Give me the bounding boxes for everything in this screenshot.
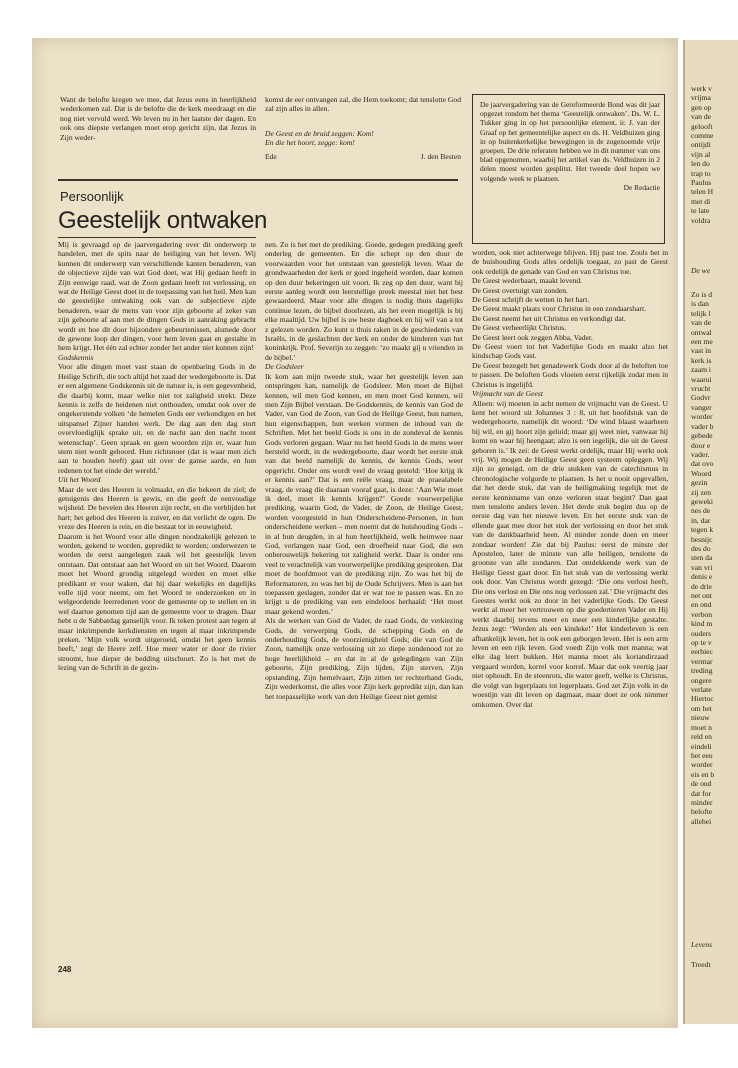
notice-text: De jaarvergadering van de Gereformeerde Bond was dit jaar opgezet rondom het thema ‘Geestelijk ontwaken’. Ds. W. L. Tukker ging in op het persoonlijke element, ir. J. van der Graaf op het gemeentelijke aspect en ds. H. Veldhuizen ging in op buitenkerkelijke bewegingen in de zogenoemde vrije groepen. De drie referaten hebben we in dit nummer van ons blad opgenomen, waarbij het artikel van ds. Veldhuizen in 2 delen moest worden gesplitst. Het tweede deel hopen we volgende week te plaatsen. (480, 100, 660, 183)
article-title: Geestelijk ontwaken (58, 207, 268, 234)
paragraph-godsleer: Ik kom aan mijn tweede stuk, waar het geestelijk leven aan ontspringen kan, namelijk de Godsleer. Men moet de Bijbel kennen, wil men God kennen, en men moet God kennen, wil men Zijn Bijbel verstaan. De Godskennis, de kennis van God de Vader, van God de Zoon, van God de Heilige Geest, hun namen, hun eigenschappen, hun werken vormen de inhoud van de Schriften. Met het beeld Gods is ons in de zondeval de kennis Gods verloren gegaan. Waar nu het beeld Gods in de mens weer hersteld wordt, in de wedergeboorte, daar wordt het eerste stuk van dat beeld namelijk de kennis, de kennis Gods, weer opgericht. Onder ons wordt veel de vraag gesteld: ‘Hoe krijg ik er kennis aan?’ Dat is een reële vraag, maar de praealabele vraag, de vraag die daaraan vooraf gaat, is deze: ‘Aan Wie moet ik deel, moet ik kennis krijgen?’ Goede voorwerpelijke prediking, waarin God, de Vader, de Zoon, de Heilige Geest, worden voorgesteld in hun Onderscheidene-Personen, in hun onderscheidene werken – men noemt dat de huishouding Gods – in al hun deugden, in al hun heerlijkheid, welk heimwee naar God, verlangen naar God, een droefheid naar God, die een onberouwelijk bekering tot zaligheid werkt. Daar is onder ons veel te verachtelijk van voorwerpelijke prediking gesproken. Dat moet de hoofdmoot van de prediking zijn. Zo was het bij de Reformatoren, zo was het bij de Oude Schrijvers. Men is aan het toepassen geslagen, zonder dat er wat toe te passen was. En zo krijgt u de prediking van een eindeloos herhaald: ‘Het moet maar gekend worden.’ Als de werken van God de Vader, de raad Gods, de verkiezing Gods, de verwerping Gods, de schepping Gods en de onderhouding Gods, de voorzienigheid Gods; die van God de Zoon, namelijk onze verlossing uit zo diepe zondenood tot zo hoge heerlijkheid – en dat in al de gelegdingen van Zijn geboorte, Zijn prediking, Zijn lijden, Zijn sterven, Zijn opstanding, Zijn hemelvaart, Zijn zitten ter rechterhand Gods, Zijn wederkomst, die alles voor Zijn kerk gepredikt zijn, dan kan het toepasselijke werk van den Heilige Geest niet gemist (265, 371, 463, 701)
heading-godsleer: De Godsleer (265, 362, 304, 372)
next-page-fragment-2: Zo is d is dan telijk l van de ontwal een me vast in kerk is zaam i waarui vrucht Godvr vanger worder vader b gebede door e vader. dat ovo Woord gezin zij zen geweki nes de in, dar tegen k besnijc des do sten da van vri denis e de drie net ont en ond verbon kind m ouders op te v eerbiec vermar treding ongere verlate Hiertoc om het nieuw moet n reld en eindeli het eeu worder eis en b de oud dat for minder belofte allebei (691, 290, 715, 826)
paragraph-godskennis: Voor alle dingen moet vast staan de openbaring Gods in de Heilige Schrift, die toch altijd het zaad der wedergeboorte is. Dat er een algemene Godskennis uit de natuur is, is een gegevenheid, die daarbij komt, maar welke niet tot zaligheid strekt. Deze kennis is zelfs de heidenen niet onthouden, omdat ook over de ongekerstende volken ‘de hemelen Gods eer verkondigen en het uitspansel Zijner handen werk. De dag aan den dag stort overvloediglijk sprake uit, en de nacht aan den nacht toont wetenschap’. Geen spraak en geen woorden zijn er, waar hun stem niet wordt gehoord. Hun richtsnoer (dat is waar men zich aan te houden heeft) gaat uit over de ganse aarde, en hun redenen tot het einde der wereld.’ (58, 362, 256, 475)
signature-author: J. den Besten (420, 152, 461, 161)
article-column-3 (472, 248, 668, 958)
heading-godskennis: Godskennis (58, 352, 94, 362)
next-page-fragment-1: werk v vrijma gen op van de gelooft comme ontijdi vijn al len do trap to Paulus telen H met di te late voldra (691, 84, 714, 225)
next-page-heading-1: De we (691, 266, 711, 275)
author-signature (265, 152, 461, 161)
section-rule (58, 179, 458, 181)
paragraph-geest: worden, ook niet achterwege blijven. Hij past toe. Zouls het in de huishouding Gods alles ordelijk toegaat, zo past de Geest ook ordelijk de genade van God en van Christus toe. De Geest wederbaart, maakt levend. De Geest overtuigt van zonden. De Geest schrijft de wetten in het hart. De Geest maakt plaats voor Christus in een zondaarshart. De Geest neemt het uit Christus en verkondigt dat. De Geest verheerlijkt Christus. De Geest leert ook zeggen Abba, Vader. De Geest voert tot het Vaderlijke Gods en maakt alzo het kindschap Gods vast. De Geest bezegelt het genadewerk Gods door al de beloften toe te passen. De beloften Gods vloeien eerst rijkelijk zodat men in Christus is ingelijfd. (472, 248, 668, 389)
next-page-edge (683, 40, 738, 1024)
editorial-notice (480, 100, 660, 192)
paragraph-woord: Maar de wet des Heeren is volmaakt, en die bekeert de ziel; de getuigenis des Heeren is gewis, en die geeft de eenvoudige wijsheid. De bevelen des Heeren zijn recht, en die verblijden het hart; het gebod des Heeren is zuiver, en dat verlicht de ogen. De vreze des Heeren is rein, en die bestaat tot in eeuwigheid. Daarom is het Woord voor alle dingen noodzakelijk gelezen te worden, gekend te worden, gepredikt te worden; onderwezen te worden de eerst aangelegen zaak wil het geestelijk leven ontstaan. Dat ontstaat aan het Woord en uit het Woord. Daarom moet het Woord grondig uitgelegd worden en moet elke predikant er voor waken, dat hij daar wekelijks en dagelijks volle tijd voor neemt, om het Woord te onderzoeken en in welgeordende leerredenen voor de gemeente op te stellen en in wel daartoe genomen tijd aan de gemeente voor te dragen. Daar hebt u de Sabbatdag ganselijk voor. Ik teken protest aan tegen al maar inkrimpende kerkdiensten en tegen al maar inkrimpende preken. ‘Mijn volk wordt uitgeroeid, omdat het geen kennis heeft,’ zegt de Heere zelf. Hoe meer water er door de rivier stroomt, hoe dieper de bedding uitschuurt. Zo is het met de lezing van de Schrift in de gezin- (58, 484, 256, 673)
notice-signature: De Redactie (623, 182, 660, 192)
heading-uit-het-woord: Uit het Woord (58, 475, 101, 485)
next-page-heading-2: Levens (691, 940, 713, 949)
title-rule (58, 237, 256, 238)
next-page-fragment-3: Treedt (691, 960, 711, 969)
closing-quote: De Geest en de bruid zeggen: Kom! En die het hoort, zegge: kom! (265, 129, 374, 148)
paragraph-prediking: nen. Zo is het met de prediking. Goede, gedegen prediking geeft onderleg de gemeenten. En die schept op den duur de voorwaarden voor het ontstaan van geestelijk leven. Waar de grondwaarheden der kerk er goed ingeheid worden, daar komen op den duur bekeringen uit voort. Ik zeg op den duur, want bij eerste aanleg wordt een leerstellige preek meestal niet het best gewaardeerd. Maar voor alle dingen is nodig thuis dagelijks continue lezen, de bijbel doorlezen, als het even mogelijk is bij elke maaltijd. Uw bijbel is uw beste dagboek en hij wil van a tot z gelezen worden. Zo kunt u thuis raken in de geschiedenis van Israëls, in de geslachten der kerk en onder de kinderen van het koninkrijk. Prof. Severijn zo zeggen: ‘zo maakt gij u vrienden in de bijbel.’ (265, 240, 463, 362)
page-number: 248 (58, 965, 72, 974)
article-kicker: Persoonlijk (60, 189, 124, 204)
paragraph-intro: Mij is gevraagd op de jaarvergadering over dit onderwerp te handelen, met de spits naar de heiliging van het leven. Wij kunnen dit onderwerp van verschillende kanten benaderen, van de objectieve zijde van wat God doet, wat Hij gedaan heeft in Zijn eeuwige raad, wat de Zoon gedaan heeft tot verlossing, en wat de Heilige Geest doet in de toepassing van het heil. Men kan de geestelijke ontwaking ook van de subjectieve zijde benaderen, waar de mens van voor zijn geboorte af zeker van zijn geboorte af aan met de dingen Gods in aanraking gebracht wordt en hoe dit door bijzondere gebeurtenissen, alsmede door de gewone loop der dingen, voor hem leven gaat en gestalte in hem krijgt. Het één zal echter zonder het ander niet kunnen zijn! (58, 240, 256, 353)
signature-place: Ede (265, 152, 277, 161)
top-column-1: Want de belofte kregen we mee, dat Jezus eens in heerlijkheid wederkomen zal. Dat is de belofte die de kerk meedraagt en die nog niet vervuld werd. We leven nu in het laatste der dagen. En ook ons diepste verlangen moet erop gericht zijn, dat Jezus in Zijn weder- (60, 95, 256, 142)
heading-vrijmacht: Vrijmacht van de Geest (472, 389, 543, 399)
top-column-2: komst de eer ontvangen zal, die Hem toekomt; dat tenslotte God zal zijn alles in allen. (265, 95, 461, 114)
article-column-2 (265, 240, 463, 958)
article-column-1 (58, 240, 256, 958)
paragraph-vrijmacht: Alleen: wij moeten in acht nemen de vrijmacht van de Geest. U kent het woord uit Johannes 3 : 8, uit het hoofdstuk van de wedergeboorte, namelijk dit woord: ‘De wind blaast waarheen hij wil, en gij hoort zijn geluid; maar gij weet niet, vanwaar hij komt en waar hij heengaat; alzo is een iegelijk, die uit de Geest geboren is.’ Ik zei: de Geest werkt ordelijk, maar Hij werkt ook vrij. Wij mogen de Heilige Geest geen systeem opleggen. Wij zijn zo geneigd, om de drie stukken van de catechismus in chronologische volgorde te plaatsen. Is het u nooit opgevallen, dat het derde stuk, dat van de heiligmaking tegelijk met de eerste kennisname van onze verloren staat begint? Dan gaat men tenslotte anders leven. Het derde stuk begint dus op de eerste dag van het nieuwe leven. En het eerste stuk van de ellende gaat mee door het stuk der verlossing en door het stuk van de dankbaarheid heen. Al minder zonde doen en meer zondaar worden! Zie dat bij Paulus: eerst de minste der Apostelen, later de minste van alle heiligen, tenslotte de grootste van alle zondaren. Dat ontdekkende werk van de Heilige Geest gaat door. En het stuk van de verlossing werkt ook door. Van Christus wordt gezegd: ‘Die ons verlost heeft, Die ons verlost en Die ons nog verlossen zal.’ Die vrijmacht des Geestes werkt ook zo door in het vaderlijke Gods. De Geest werkt al meer het vertrouwen op die goedertieren Vader en Hij werkt daarbij tevens meer en meer een kinderlijke gestalte. Jezus zegt: ‘Worden als een kindeke!’ Het kinderleven is een afhankelijk leven, het is ook een geborgen leven. Het is een arm leven en een rijk leven. God voedt Zijn volk met manna; wat elke dag leert bukken. Het manna moet als koriandirzaad vergaard worden, korrel voor korrel. Maar dat ook veertig jaar niet ophoudt. En de steenrots, die water geeft, welke is Christus, die volgt van legerplaats tot legerplaats. God zet Zijn volk in de woestijn van dit leven op dagmaat, maar doet ze ook nimmer omkomen. Over dat (472, 398, 668, 709)
